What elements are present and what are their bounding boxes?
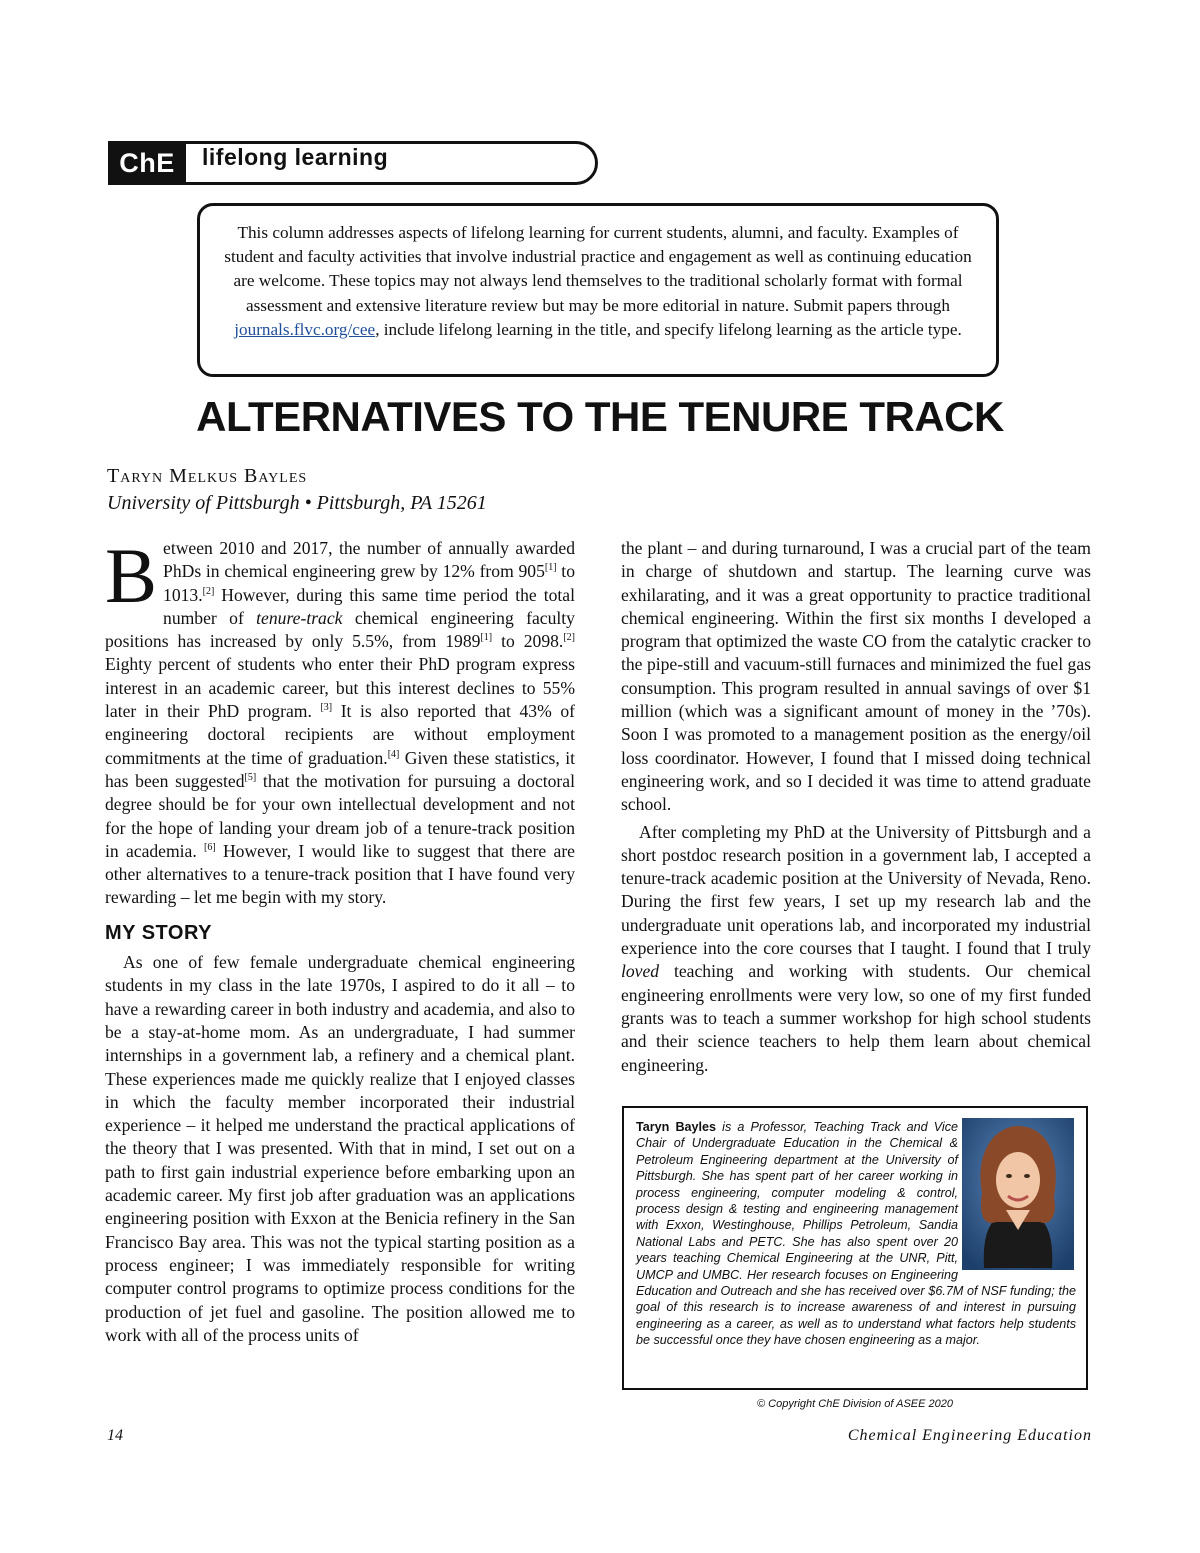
story-paragraph: As one of few female undergraduate chemical engineering students in my class in the late 1970s, I aspired to do it all – to have a rewarding career in both industry and academia, and also to be a stay-at-home mom. As an undergraduate, I had summer internships in a government lab, a refinery and a chemical plant. These experiences made me quickly realize that I enjoyed classes in which the faculty member incorporated their industrial experience – it helped me understand the practical applications of the theory that I was presented. With that in mind, I set out on a path to first gain industrial experience before embarking upon an academic career. My first job after graduation was an applications engineering position with Exxon at the Benicia refinery in the San Francisco Bay area. This was not the typical starting position as a process engineer; I was immediately responsible for writing computer control programs to optimize process conditions for the production of jet fuel and gasoline. The position allowed me to work with all of the process units of xyxy=(105,952,575,1345)
ref-4: [2] xyxy=(563,632,575,644)
drop-cap: B xyxy=(105,532,158,619)
author-name: Taryn Melkus Bayles xyxy=(107,465,308,487)
ref-5: [3] xyxy=(320,702,333,714)
ref-2: [2] xyxy=(202,585,215,597)
che-badge: ChE xyxy=(108,141,186,185)
page-number: 14 xyxy=(107,1427,123,1444)
intro-text: This column addresses aspects of lifelong learning for current students, alumni, and faculty. Examples of student and faculty activities that involve industrial practice and engagement as well as continuing education are welcome. These topics may not always lend themselves to the traditional scholarly format with formal assessment and extensive literature review but may be more editorial in nature. Submit papers through xyxy=(224,223,972,315)
author-affiliation: University of Pittsburgh • Pittsburgh, PA 15261 xyxy=(107,492,487,514)
right-column xyxy=(621,537,1091,1077)
ref-1: [1] xyxy=(544,562,557,574)
bio-name: Taryn Bayles xyxy=(636,1120,717,1134)
author-photo xyxy=(962,1118,1074,1270)
bio-body: is a Professor, Teaching Track and Vice Chair of Undergraduate Education in the Chemical & Petroleum Engineering department at the University of Pittsburgh. She has spent part of her career working in process engineering, computer modeling & control, process design & testing and engineering management with Exxon, Westinghouse, Phillips Petroleum, Sandia National Labs and PETC. She has also spent over 20 years teaching Chemical Engineering at the UNR, Pitt, UMCP and UMBC. Her research focuses on Engineering Education and Outreach and she has received over $6.7M of NSF funding; the goal of this research is to increase awareness of and interest in pursuing engineering as a career, as well as to understand what factors help students be successful once they have chosen engineering as a major. xyxy=(636,1120,1076,1348)
section-label: lifelong learning xyxy=(202,144,389,170)
ref-7: [5] xyxy=(244,772,257,784)
journal-link[interactable]: journals.flvc.org/cee xyxy=(234,319,376,339)
column-intro-box xyxy=(197,203,999,377)
section-heading-my-story: MY STORY xyxy=(105,921,212,944)
copyright-notice: © Copyright ChE Division of ASEE 2020 xyxy=(756,1398,953,1410)
journal-name: Chemical Engineering Education xyxy=(847,1427,1092,1444)
ref-8: [6] xyxy=(204,842,216,853)
ref-6: [4] xyxy=(387,748,400,760)
left-column xyxy=(105,532,575,1347)
intro-paragraph: Between 2010 and 2017, the number of annually awarded PhDs in chemical engineering grew by 12% from 905[1] to 1013.[2] However, during this same time period the total number of tenure-track chemical engineering faculty positions has increased by only 5.5%, from 1989[1] to 2098.[2] Eighty percent of students who enter their PhD program express interest in an academic career, but this interest declines to 55% later in their PhD program. [3] It is also reported that 43% of engineering doctoral recipients are without employment commitments at the time of graduation.[4] Given these statistics, it has been suggested[5] that the motivation for pursuing a doctoral degree should be for your own intellectual development and not for the hope of landing your dream job of a tenure-track position in academia. [6] However, I would like to suggest that there are other alternatives to a tenure-track position that I have found very rewarding – let me begin with my story. xyxy=(105,532,575,908)
article-title: ALTERNATIVES TO THE TENURE TRACK xyxy=(196,393,1004,440)
ref-3: [1] xyxy=(480,632,493,644)
right-paragraph-1: the plant – and during turnaround, I was a crucial part of the team in charge of shutdown and startup. The learning curve was exhilarating, and it was a great opportunity to practice traditional chemical engineering. Within the first six months I developed a program that optimized the waste CO from the catalytic cracker to the pipe-still and vacuum-still furnaces and minimized the fuel gas consumption. This program resulted in annual savings of over $1 million (which was a significant amount of money in the ’70s). Soon I was promoted to a management position as the energy/oil loss coordinator. However, I found that I missed doing technical engineering work, and so I decided it was time to attend graduate school. xyxy=(621,538,1091,815)
intro-text-end: , include lifelong learning in the title, and specify lifelong learning as the article type. xyxy=(375,319,962,339)
right-paragraph-2: After completing my PhD at the University of Pittsburgh and a short postdoc research position in a government lab, I accepted a tenure-track academic position at the University of Nevada, Reno. During the first few years, I set up my research lab and the undergraduate unit operations lab, and incorporated my industrial experience into the core courses that I taught. I found that I truly loved teaching and working with students. Our chemical engineering enrollments were very low, so one of my first funded grants was to teach a summer workshop for high school students and their science teachers to help them learn about chemical engineering. xyxy=(621,821,1091,1075)
